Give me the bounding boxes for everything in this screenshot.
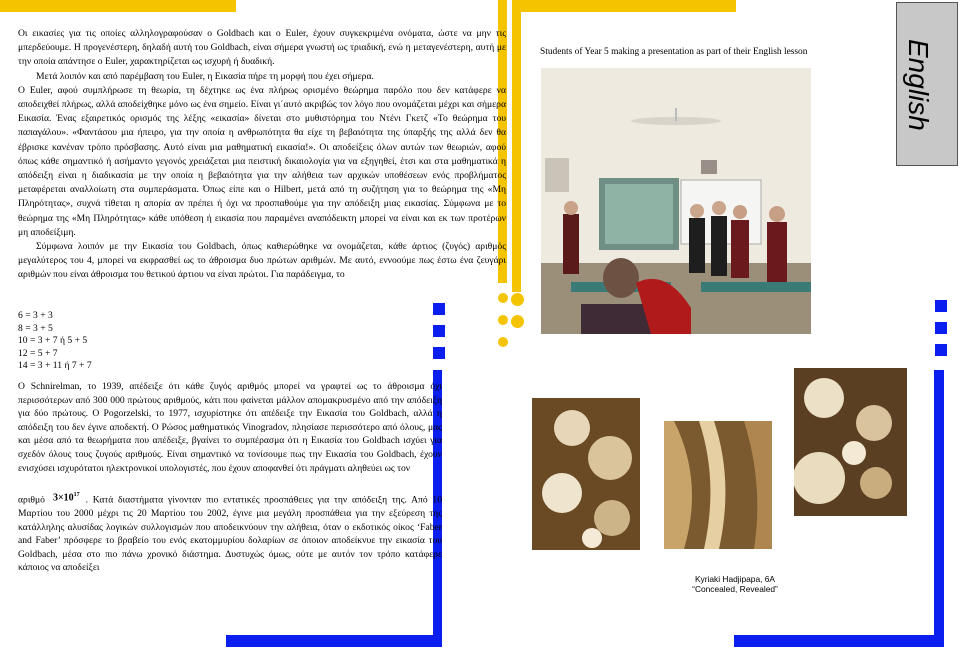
- left-yellow-bar-right-page: [512, 0, 521, 292]
- goldbach-examples: [18, 310, 92, 373]
- square-blue-3: [433, 347, 445, 359]
- square-blue-6: [935, 344, 947, 356]
- artist-name: Kyriaki Hadjipapa, 6A: [694, 574, 776, 584]
- paragraph-1: Οι εικασίες για τις οποίες αλληλογραφούσαν ο Goldbach και ο Euler, έχουν συγκεκριμένα ονόματα, ώστε να μην τις μπερδεύουμε. Η προγενέστερη, δηλαδή αυτή του Goldbach, είναι σήμερα γνωστή ως τριαδική, ενώ η μεταγενέστερη, αυτή με την οποία απάντησε ο Euler, χαρακτηρίζεται ως ισχυρή ή δυαδική.: [18, 28, 506, 68]
- history-paragraph-a: O Schnirelman, το 1939, απέδειξε ότι κάθε ζυγός αριθμός μπορεί να γραφτεί ως το άθροισμα όχι περισσότερων από 300 000 πρώτους αριθμούς, κάτι που φαίνεται μάλλον απομακρυσμένο από την απόδειξη για δύο πρώτους. O Pogorzelski, το 1977, ισχυρίστηκε ότι απέδειξε την Εικασία του Goldbach, αλλά η απόδειξη του δεν έγινε αποδεκτή. Ο Ρώσος μαθηματικός Vinogradov, πλησίασε περισσότερο από όλους, μας και μέσα από τα θεωρήματα που απέδειξε, βγαίνει το συμπέρασμα ότι η Εικασία του Goldbach ισχύει για σχεδόν όλους τους ζυγούς αριθμούς. Είναι σημαντικό να τονίσουμε πως την Εικασία του Goldbach, έχουν ενισχύσει ισχυρότατοι ηλεκτρονικοί υπολογιστές, που έχουν αποφανθεί ότι πράγματι αληθεύει ως τον: [18, 381, 442, 474]
- artwork-2-drawing: [664, 421, 772, 549]
- word-arithmo: αριθμό: [18, 494, 45, 506]
- paragraph-2: Μετά λοιπόν και από παρέμβαση του Euler, η Εικασία πήρε τη μορφή που έχει σήμερα.: [36, 70, 374, 82]
- history-section: [18, 380, 442, 575]
- artwork-image-1: [532, 398, 640, 550]
- artwork-title: “Concealed, Revealed”: [692, 584, 778, 594]
- artwork-caption: [640, 574, 830, 594]
- square-blue-5: [935, 322, 947, 334]
- bottom-blue-bar-right: [734, 635, 944, 647]
- example-sum: 6 = 3 + 3: [18, 310, 53, 321]
- history-paragraph-b: [18, 489, 442, 575]
- photo-caption: Students of Year 5 making a presentation as part of their English lesson: [540, 47, 808, 57]
- classroom-photo: [541, 68, 811, 334]
- example-sum: 12 = 5 + 7: [18, 347, 58, 359]
- section-tab-label: English: [903, 39, 934, 131]
- example-sum: 8 = 3 + 5: [18, 322, 53, 334]
- square-blue-4: [935, 300, 947, 312]
- top-yellow-bar-right: [512, 0, 736, 12]
- square-blue-1: [433, 303, 445, 315]
- dot-yellow-1: [511, 293, 524, 306]
- artwork-3-drawing: [794, 368, 907, 516]
- dot-yellow-5: [498, 337, 508, 347]
- example-sum: 10 = 3 + 7 ή 5 + 5: [18, 335, 88, 347]
- top-yellow-bar-left: [0, 0, 236, 12]
- artwork-image-2: [664, 421, 772, 549]
- square-blue-2: [433, 325, 445, 337]
- section-tab: [896, 2, 958, 166]
- bottom-blue-bar-left: [226, 635, 434, 647]
- paragraph-4: Σύμφωνα λοιπόν με την Εικασία του Goldbach, όπως καθιερώθηκε να ονομάζεται, κάθε άρτιος (ζυγός) αριθμός μεγαλύτερος του 4, μπορεί να εκφρασθεί ως το άθροισμα δυο πρώτων αριθμών. Με αυτό, εννοούμε πως έστω ένα ζευγάρι αριθμών που είναι άθροισμα του θετικού άρτιου να είναι πρώτοι. Για παράδειγμα, το: [18, 241, 506, 281]
- formula-3x10-17: $3\times 10^{17}$: [52, 492, 80, 504]
- classroom-photo-drawing: [541, 68, 811, 334]
- paragraph-3: Ο Euler, αφού συμπλήρωσε τη θεωρία, τη δέχτηκε ως ένα πλήρως ορισμένο θεώρημα παρόλο που δεν κατάφερε να αποδειχθεί πλήρως, αλλά αποδείχθηκε μόνο ως ένα σημείο. Είναι γι΄αυτό ακριβώς τον λόγο που ονομάζεται μέχρι και σήμερα Εικασία. Ένας εξαιρετικός ορισμός της λέξης «εικασία» δίνεται στο μυθιστόρημα του Ντένι Γκετζ «Το θεώρημα του παπαγάλου». «Φαντάσου μια ήπειρο, για την οποία η ανθρωπότητα θα είχε τη βεβαιότητα της ύπαρξής της αλλά δεν θα έβρισκε κανέναν τρόπο πρόσβασης. Αυτό είναι μια μαθηματική εικασία!». Οι αποδείξεις όλων αυτών των θεωριών, αφού όπως κάθε σημαντικό ή ασήμαντο γεγονός χρειάζεται μια πειστική δικαιολογία για να εξηγηθεί, έτσι και στα μαθηματικά η απόδειξη είναι η διαδικασία με την οποία η βεβαιότητα για την αλήθεια των αρχικών υποθέσεων ενός προβλήματος μεταφέρεται αναλλοίωτη στα συμπεράσματα. Όπως είπε και ο Hilbert, μετά από τη συζήτηση για το θεώρημα της «Μη Πληρότητας», συχνά τίθεται η απορία αν πρέπει ή όχι να προσπαθούμε για την απόδειξη μιας εικασίας. Σύμφωνα με το θεώρημα της «Μη Πληρότητας» κάθε υπόθεση ή εικασία που παραμένει αναπόδεικτη μπορεί να είναι και εκ των προτέρων μη αποδείξιμη.: [18, 84, 506, 238]
- dot-yellow-4: [498, 315, 508, 325]
- dot-yellow-3: [498, 293, 508, 303]
- artwork-1-drawing: [532, 398, 640, 550]
- article-body: [18, 27, 506, 283]
- artwork-image-3: [794, 368, 907, 516]
- dot-yellow-2: [511, 315, 524, 328]
- right-blue-bar-right-page: [934, 370, 944, 647]
- history-continuation: . Κατά διαστήματα γίνονταν πιο εντατικές προσπάθειες για την απόδειξη της. Από 10 Μαρτίου του 2000 μέχρι τις 20 Μαρτίου του 2002, έγινε μια μεγάλη προσπάθεια για την εξεύρεση της κατάλληλης αλυσίδας λογικών συλλογισμών που αποδεικνύουν την αλήθεια, όταν ο εκδοτικός οίκος ‘Faber and Faber’ πρόσφερε το βραβείο του ενός εκατομμυρίου δολαρίων σε όποιον αποδείκνυε την εικασία του Goldbach, μέσα στο πιο πάνω χρονικό διάστημα. Δυστυχώς όμως, ούτε με αυτόν τον τρόπο κατάφερε κάποιος να αποδείξει: [18, 494, 442, 574]
- example-sum: 14 = 3 + 11 ή 7 + 7: [18, 360, 92, 372]
